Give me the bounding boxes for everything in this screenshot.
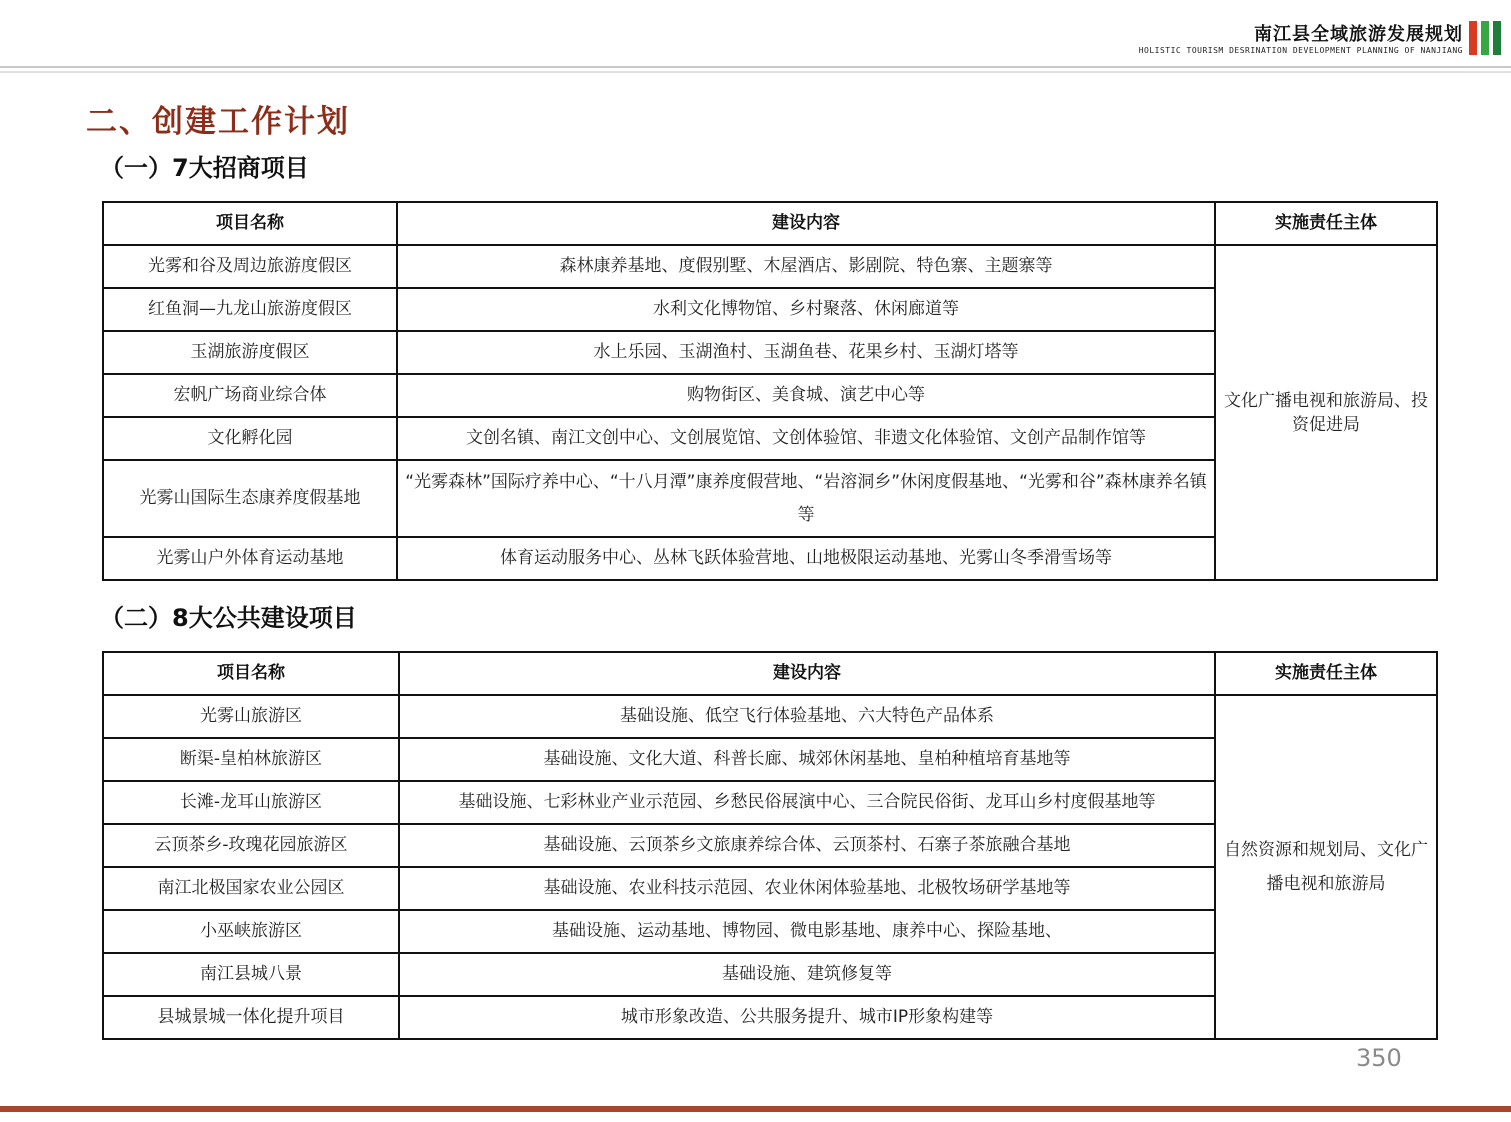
section2-title: （二）8大公共建设项目 (100, 604, 357, 632)
column-header-responsible: 实施责任主体 (1215, 652, 1437, 695)
table-row (103, 245, 1437, 288)
project-name-cell: 云顶茶乡-玫瑰花园旅游区 (103, 824, 399, 867)
project-name-cell: 长滩-龙耳山旅游区 (103, 781, 399, 824)
project-content-cell: 水上乐园、玉湖渔村、玉湖鱼巷、花果乡村、玉湖灯塔等 (397, 331, 1215, 374)
page-title: 二、创建工作计划 (86, 104, 350, 140)
project-content-cell: 基础设施、七彩林业产业示范园、乡愁民俗展演中心、三合院民俗街、龙耳山乡村度假基地等 (399, 781, 1215, 824)
document-header-title: 南江县全域旅游发展规划 (1254, 24, 1463, 45)
project-name-cell: 红鱼洞—九龙山旅游度假区 (103, 288, 397, 331)
project-content-cell: 水利文化博物馆、乡村聚落、休闲廊道等 (397, 288, 1215, 331)
project-content-cell: 基础设施、文化大道、科普长廊、城郊休闲基地、皇柏种植培育基地等 (399, 738, 1215, 781)
logo-bar-green (1481, 21, 1489, 55)
public-construction-table (102, 651, 1438, 1040)
project-name-cell: 光雾山户外体育运动基地 (103, 537, 397, 580)
column-header-project-name: 项目名称 (103, 202, 397, 245)
page-number: 350 (1356, 1044, 1402, 1072)
project-name-cell: 宏帆广场商业综合体 (103, 374, 397, 417)
project-content-cell: 森林康养基地、度假别墅、木屋酒店、影剧院、特色寨、主题寨等 (397, 245, 1215, 288)
project-name-cell: 小巫峡旅游区 (103, 910, 399, 953)
document-header-subtitle: HOLISTIC TOURISM DESRINATION DEVELOPMENT PLANNING OF NANJIANG (1138, 46, 1463, 55)
table-row (103, 695, 1437, 738)
project-name-cell: 断渠-皇柏林旅游区 (103, 738, 399, 781)
column-header-project-name: 项目名称 (103, 652, 399, 695)
project-content-cell: 基础设施、运动基地、博物园、微电影基地、康养中心、探险基地、 (399, 910, 1215, 953)
project-name-cell: 文化孵化园 (103, 417, 397, 460)
logo-bar-dark-green (1493, 21, 1501, 55)
project-content-cell: 城市形象改造、公共服务提升、城市IP形象构建等 (399, 996, 1215, 1039)
project-content-cell: 基础设施、农业科技示范园、农业休闲体验基地、北极牧场研学基地等 (399, 867, 1215, 910)
project-content-cell: 基础设施、低空飞行体验基地、六大特色产品体系 (399, 695, 1215, 738)
project-content-cell: 购物街区、美食城、演艺中心等 (397, 374, 1215, 417)
footer-divider (0, 1106, 1511, 1112)
project-content-cell: “光雾森林”国际疗养中心、“十八月潭”康养度假营地、“岩溶洞乡”休闲度假基地、“光雾和谷”森林康养名镇等 (397, 460, 1215, 537)
column-header-content: 建设内容 (399, 652, 1215, 695)
project-name-cell: 光雾山国际生态康养度假基地 (103, 460, 397, 537)
header-divider-secondary (0, 71, 1511, 73)
table-header-row (103, 652, 1437, 695)
responsible-cell: 文化广播电视和旅游局、投资促进局 (1215, 245, 1437, 580)
project-content-cell: 体育运动服务中心、丛林飞跃体验营地、山地极限运动基地、光雾山冬季滑雪场等 (397, 537, 1215, 580)
header-divider (0, 66, 1511, 68)
logo-bar-red (1469, 21, 1477, 55)
project-content-cell: 基础设施、建筑修复等 (399, 953, 1215, 996)
project-name-cell: 光雾和谷及周边旅游度假区 (103, 245, 397, 288)
project-content-cell: 基础设施、云顶茶乡文旅康养综合体、云顶茶村、石寨子茶旅融合基地 (399, 824, 1215, 867)
project-name-cell: 南江县城八景 (103, 953, 399, 996)
project-name-cell: 县城景城一体化提升项目 (103, 996, 399, 1039)
column-header-content: 建设内容 (397, 202, 1215, 245)
project-name-cell: 玉湖旅游度假区 (103, 331, 397, 374)
table-header-row (103, 202, 1437, 245)
section1-title: （一）7大招商项目 (100, 154, 309, 182)
project-name-cell: 南江北极国家农业公园区 (103, 867, 399, 910)
logo-bars-icon (1469, 21, 1501, 55)
column-header-responsible: 实施责任主体 (1215, 202, 1437, 245)
responsible-cell: 自然资源和规划局、文化广播电视和旅游局 (1215, 695, 1437, 1039)
project-content-cell: 文创名镇、南江文创中心、文创展览馆、文创体验馆、非遗文化体验馆、文创产品制作馆等 (397, 417, 1215, 460)
investment-projects-table (102, 201, 1438, 581)
project-name-cell: 光雾山旅游区 (103, 695, 399, 738)
